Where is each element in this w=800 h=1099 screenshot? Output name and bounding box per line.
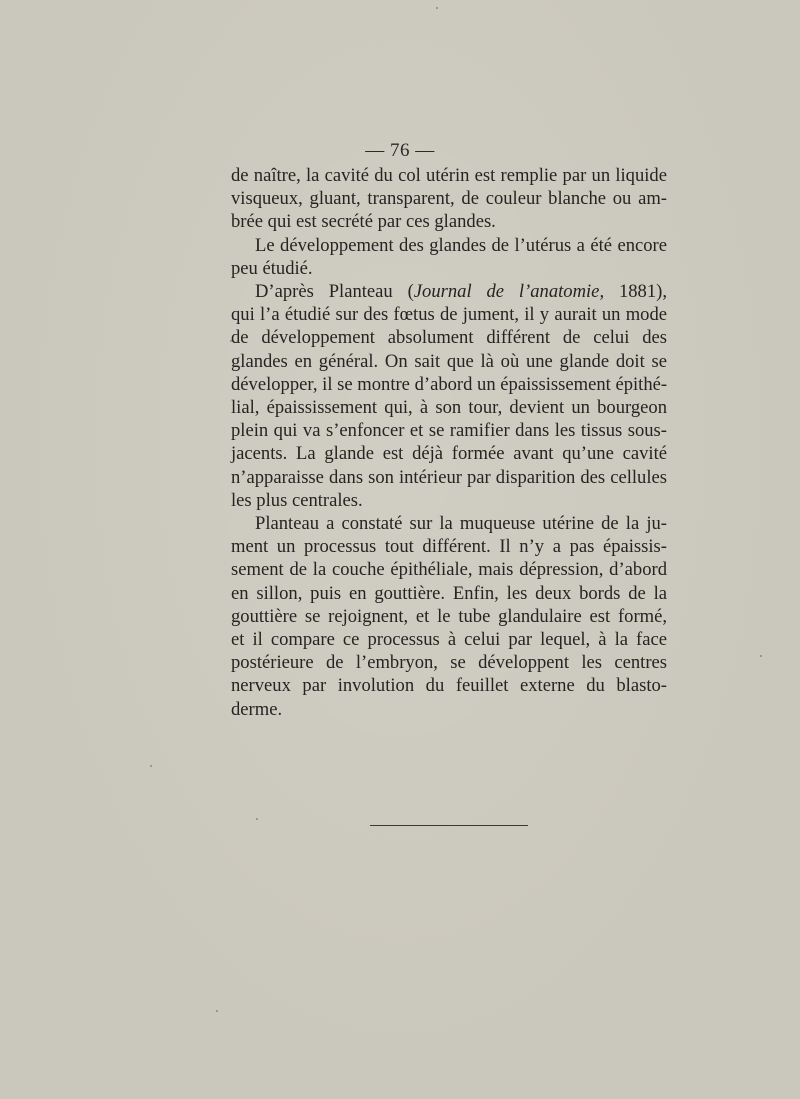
text-line: sement de la couche épithéliale, mais dépression, d’abord	[231, 559, 667, 581]
paper-speck	[230, 340, 232, 342]
text-line: de développement absolument différent de celui des	[231, 327, 667, 349]
text-line: les plus centrales.	[231, 489, 363, 511]
text-line: gouttière se rejoignent, et le tube glandulaire est formé,	[231, 605, 667, 627]
text-line: glandes en général. On sait que là où une glande doit se	[231, 350, 667, 372]
text-line: brée qui est secrété par ces glandes.	[231, 211, 496, 233]
text-line: et il compare ce processus à celui par lequel, à la face	[231, 629, 667, 651]
text-line: ment un processus tout différent. Il n’y a pas épaissis-	[231, 536, 667, 558]
text-line: qui l’a étudié sur des fœtus de jument, il y aurait un mode	[231, 304, 667, 326]
text-line: derme.	[231, 698, 283, 720]
text-line: de naître, la cavité du col utérin est remplie par un liquide	[231, 165, 667, 186]
citation-journal: Journal de l’anatomie,	[413, 281, 605, 303]
page-number: — 76 —	[365, 140, 435, 161]
text-line: nerveux par involution du feuillet externe du blasto-	[231, 675, 667, 697]
paragraph-2	[231, 234, 667, 280]
text-line-with-citation	[231, 280, 667, 303]
text-line: jacents. La glande est déjà formée avant qu’une cavité	[231, 443, 667, 465]
text-line: Planteau a constaté sur la muqueuse utérine de la ju-	[255, 513, 667, 535]
paragraph-4	[231, 512, 667, 721]
text-fragment: D’après Planteau (	[255, 281, 414, 303]
text-line: n’apparaisse dans son intérieur par disparition des cellules	[231, 466, 667, 488]
text-line: lial, épaississement qui, à son tour, devient un bourgeon	[231, 397, 667, 419]
text-line: postérieure de l’embryon, se développent les centres	[231, 652, 667, 674]
text-line: peu étudié.	[231, 257, 313, 279]
section-divider-rule	[370, 825, 528, 826]
text-line: Le développement des glandes de l’utérus a été encore	[255, 234, 667, 256]
text-fragment: 1881),	[604, 281, 667, 303]
paragraph-1	[231, 164, 667, 234]
paper-speck	[150, 765, 152, 767]
paper-speck	[256, 818, 258, 820]
text-line: plein qui va s’enfoncer et se ramifier dans les tissus sous-	[231, 420, 667, 442]
text-line: en sillon, puis en gouttière. Enfin, les deux bords de la	[231, 582, 667, 604]
paper-speck	[760, 655, 762, 657]
text-line: développer, il se montre d’abord un épaississement épithé-	[231, 373, 668, 395]
body-text	[231, 164, 667, 721]
paragraph-3	[231, 280, 667, 512]
text-line: visqueux, gluant, transparent, de couleur blanche ou am-	[231, 188, 667, 210]
paper-speck	[436, 7, 438, 9]
paper-speck	[216, 1010, 218, 1012]
